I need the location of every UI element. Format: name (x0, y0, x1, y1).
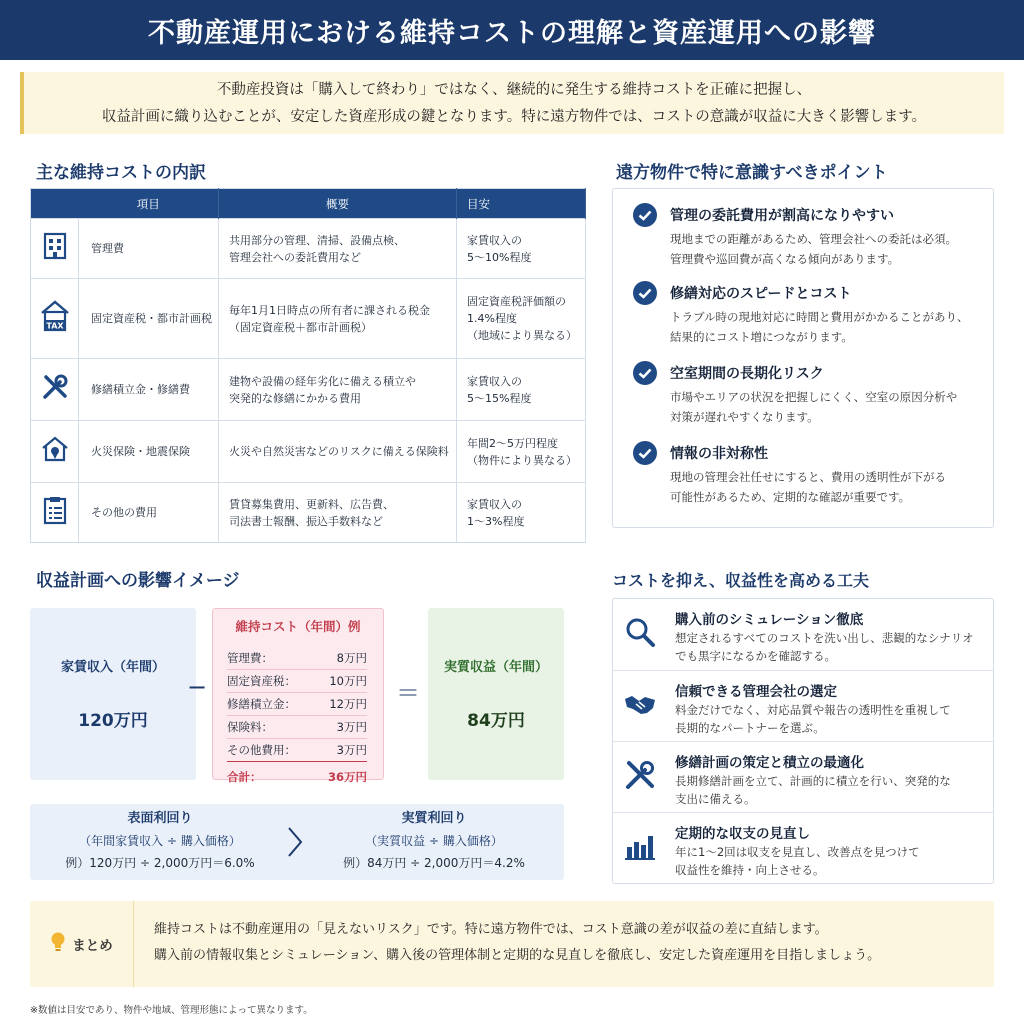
desc-line: 可能性があるため、定期的な確認が重要です。 (670, 490, 911, 504)
desc-line: 結果的にコスト増につながります。 (670, 330, 853, 344)
cost-example-row (227, 739, 367, 762)
tip-item (613, 812, 993, 882)
tools-icon (623, 758, 657, 792)
summary-label: まとめ (72, 938, 113, 954)
intro-line-2: 収益計画に織り込むことが、安定した資産形成の鍵となります。特に遠方物件では、コストの意識が収益に大きく影響します。 (101, 109, 927, 125)
lightbulb-icon (50, 931, 66, 957)
footnote: ※数値は目安であり、物件や地域、管理形態によって異なります。 (30, 1005, 313, 1016)
point-description (670, 229, 980, 269)
tip-heading: 修繕計画の策定と積立の最適化 (675, 755, 864, 771)
costs-section-title: 主な維持コストの内訳 (36, 163, 206, 183)
surface-yield-title: 表面利回り (127, 811, 193, 826)
income-label: 家賃収入（年間） (60, 660, 165, 675)
estimate-line: （地域により異なる） (467, 329, 577, 342)
page-title: 不動産運用における維持コストの理解と資産運用への影響 (0, 0, 1024, 60)
svg-text:TAX: TAX (45, 321, 64, 331)
cost-summary (219, 219, 457, 279)
tip-heading: 定期的な収支の見直し (675, 826, 810, 842)
net-income-box (428, 608, 564, 780)
table-row (31, 219, 586, 279)
tips-section-title: コストを抑え、収益性を高める工夫 (612, 571, 869, 590)
summary-line: 管理会社への委託費用など (229, 250, 361, 264)
surface-yield-example: 例）120万円 ÷ 2,000万円＝6.0% (65, 856, 255, 870)
col-header-summary: 概要 (219, 189, 457, 219)
yield-box (30, 804, 564, 880)
check-circle-icon (633, 441, 657, 465)
cost-value: 12万円 (329, 697, 367, 711)
cost-label: 固定資産税： (227, 674, 296, 688)
point-heading: 管理の委託費用が割高になりやすい (670, 208, 894, 224)
cost-value: 10万円 (329, 674, 367, 688)
point-heading: 空室期間の長期化リスク (670, 366, 824, 382)
point-description (670, 387, 980, 427)
cost-value: 8万円 (336, 651, 367, 665)
desc-line: 対策が遅れやすくなります。 (670, 410, 819, 424)
cost-example-title: 維持コスト（年間）例 (235, 619, 361, 634)
estimate-line: 家賃収入の (467, 233, 522, 247)
income-value: 120万円 (78, 711, 148, 731)
summary-label-area (30, 901, 134, 987)
chevron-right-icon (286, 826, 304, 862)
summary-line: 毎年1月1日時点の所有者に課される税金 (229, 303, 430, 317)
magnifier-icon (623, 615, 657, 649)
estimate-line: 固定資産税評価額の (467, 295, 566, 308)
col-header-item: 項目 (79, 189, 219, 219)
cost-summary (219, 483, 457, 543)
col-header-estimate: 目安 (457, 189, 586, 219)
estimate-line: 家賃収入の (467, 497, 522, 511)
table-row (31, 483, 586, 543)
cost-estimate (457, 219, 586, 279)
summary-text (154, 917, 984, 969)
net-value: 84万円 (467, 711, 525, 731)
summary-line: 購入前の情報収集とシミュレーション、購入後の管理体制と定期的な見直しを徹底し、安定した資産運用を目指しましょう。 (154, 948, 881, 963)
tip-heading: 信頼できる管理会社の選定 (675, 684, 837, 700)
cost-table-header (31, 189, 586, 219)
summary-line: 維持コストは不動産運用の「見えないリスク」です。特に遠方物件では、コスト意識の差が収益の差に直結します。 (154, 922, 828, 937)
cost-total-row (227, 766, 367, 788)
cost-summary (219, 421, 457, 483)
cost-total-label: 合計： (227, 770, 262, 784)
equals-sign: ＝ (396, 679, 420, 707)
desc-line: でも黒字になるかを確認する。 (675, 649, 836, 663)
estimate-line: 1〜3%程度 (467, 514, 525, 528)
cost-estimate (457, 279, 586, 359)
tip-item (613, 670, 993, 740)
building-icon (31, 219, 79, 279)
desc-line: トラブル時の現地対応に時間と費用がかかることがあり、 (670, 310, 969, 324)
intro-line-1: 不動産投資は「購入して終わり」ではなく、継続的に発生する維持コストを正確に把握し、 (216, 82, 812, 98)
cost-label: 保険料： (227, 720, 273, 734)
estimate-line: 5〜10%程度 (467, 250, 532, 264)
estimate-line: （物件により異なる） (467, 453, 577, 467)
desc-line: 年に1〜2回は収支を見直し、改善点を見つけて (675, 845, 920, 859)
points-panel (612, 188, 994, 528)
summary-box (30, 901, 994, 987)
cost-example-row (227, 693, 367, 716)
summary-line: 司法書士報酬、振込手数料など (229, 514, 383, 528)
tip-description (675, 701, 985, 737)
cost-item: 固定資産税・都市計画税 (79, 279, 219, 359)
check-circle-icon (633, 203, 657, 227)
cost-example-row (227, 670, 367, 693)
cost-value: 3万円 (336, 720, 367, 734)
cost-label: 管理費： (227, 651, 273, 665)
table-row (31, 279, 586, 359)
intro-box (20, 72, 1004, 134)
cost-estimate (457, 483, 586, 543)
summary-line: 建物や設備の経年劣化に備える積立や (229, 374, 416, 388)
estimate-line: 家賃収入の (467, 374, 522, 388)
check-circle-icon (633, 361, 657, 385)
cost-example-row (227, 716, 367, 739)
desc-line: 想定されるすべてのコストを洗い出し、悲観的なシナリオ (675, 631, 974, 645)
desc-line: 管理費や巡回費が高くなる傾向があります。 (670, 252, 900, 266)
cost-label: 修繕積立金： (227, 697, 296, 711)
estimate-line: 5〜15%程度 (467, 391, 532, 405)
desc-line: 市場やエリアの状況を把握しにくく、空室の原因分析や (670, 390, 958, 404)
tax-house-icon (31, 279, 79, 359)
income-box (30, 608, 196, 780)
handshake-icon (623, 687, 657, 721)
tip-description (675, 629, 985, 665)
table-row (31, 359, 586, 421)
cost-value: 3万円 (336, 743, 367, 757)
cost-total-value: 36万円 (327, 770, 367, 784)
cost-example-row (227, 647, 367, 670)
desc-line: 料金だけでなく、対応品質や報告の透明性を重視して (675, 703, 951, 717)
house-shield-icon (31, 421, 79, 483)
cost-item: 管理費 (79, 219, 219, 279)
surface-yield-formula: （年間家賃収入 ÷ 購入価格） (79, 834, 241, 848)
summary-line: 突発的な修繕にかかる費用 (229, 391, 361, 405)
wrench-screwdriver-icon (31, 359, 79, 421)
desc-line: 収益性を維持・向上させる。 (675, 863, 825, 877)
desc-line: 長期的なパートナーを選ぶ。 (675, 721, 825, 735)
points-section-title: 遠方物件で特に意識すべきポイント (616, 163, 888, 183)
cost-estimate (457, 421, 586, 483)
cost-summary (219, 279, 457, 359)
point-heading: 情報の非対称性 (670, 446, 768, 462)
cost-item: その他の費用 (79, 483, 219, 543)
tip-item (613, 741, 993, 811)
desc-line: 支出に備える。 (675, 792, 756, 806)
real-yield-title: 実質利回り (401, 811, 467, 826)
tip-description (675, 843, 985, 879)
desc-line: 現地までの距離があるため、管理会社への委託は必須。 (670, 232, 958, 246)
check-circle-icon (633, 281, 657, 305)
cost-table (30, 188, 586, 543)
bar-chart-icon (623, 829, 657, 863)
summary-line: （固定資産税＋都市計画税） (229, 320, 372, 334)
estimate-line: 1.4%程度 (467, 312, 517, 325)
real-yield-example: 例）84万円 ÷ 2,000万円＝4.2% (343, 856, 525, 870)
cost-summary (219, 359, 457, 421)
table-row (31, 421, 586, 483)
desc-line: 長期修繕計画を立て、計画的に積立を行い、突発的な (675, 774, 951, 788)
summary-line: 賃貸募集費用、更新料、広告費、 (229, 497, 394, 511)
point-heading: 修繕対応のスピードとコスト (670, 286, 852, 302)
cost-estimate (457, 359, 586, 421)
summary-line: 火災や自然災害などのリスクに備える保険料 (229, 445, 449, 458)
point-description (670, 467, 980, 507)
cost-example-box (212, 608, 384, 784)
tip-heading: 購入前のシミュレーション徹底 (675, 612, 864, 628)
tips-panel (612, 598, 994, 884)
cost-example-list (227, 647, 367, 788)
cost-item: 修繕積立金・修繕費 (79, 359, 219, 421)
surface-yield (40, 808, 280, 874)
cost-label: その他費用： (227, 743, 296, 757)
minus-sign: − (186, 673, 208, 701)
net-label: 実質収益（年間） (443, 660, 548, 675)
tip-description (675, 772, 985, 808)
point-description (670, 307, 980, 347)
impact-section-title: 収益計画への影響イメージ (36, 571, 240, 591)
desc-line: 現地の管理会社任せにすると、費用の透明性が下がる (670, 470, 946, 484)
summary-line: 共用部分の管理、清掃、設備点検、 (229, 233, 405, 247)
real-yield (314, 808, 554, 874)
cost-item: 火災保険・地震保険 (79, 421, 219, 483)
clipboard-icon (31, 483, 79, 543)
tip-item (613, 599, 993, 669)
estimate-line: 年間2〜5万円程度 (467, 436, 558, 450)
real-yield-formula: （実質収益 ÷ 購入価格） (365, 834, 503, 848)
